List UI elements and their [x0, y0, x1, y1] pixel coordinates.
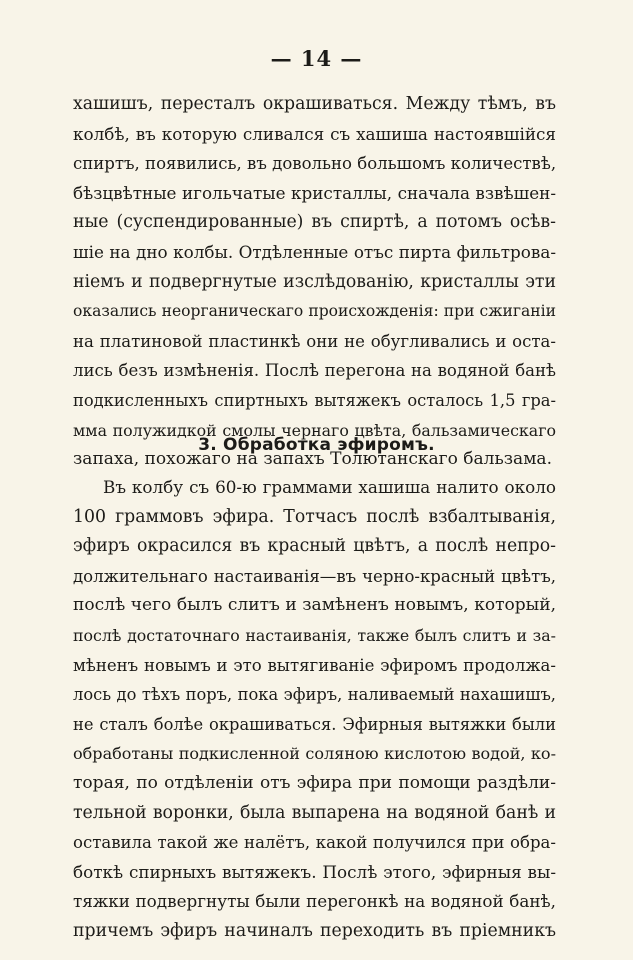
paragraph-1 — [73, 90, 556, 475]
text-line: должительнаго настаиванія—въ черно-красный цвѣтъ, — [73, 566, 556, 586]
text-line: эфиръ окрасился въ красный цвѣтъ, а послѣ непро- — [73, 536, 556, 557]
paragraph-2 — [73, 473, 556, 947]
text-line: боткѣ спирныхъ вытяжекъ. Послѣ этого, эфирныя вы- — [73, 861, 556, 882]
text-line: хашишъ, пересталъ окрашиваться. Между тѣмъ, въ — [73, 94, 556, 114]
text-line: ные (суспендированные) въ спиртѣ, а потомъ осѣв- — [73, 212, 556, 233]
text-line: ніемъ и подвергнутые изслѣдованію, кристаллы эти — [73, 271, 556, 292]
text-line: не сталъ болѣе окрашиваться. Эфирныя вытяжки были — [73, 714, 556, 734]
section-heading: 3. Обработка эфиромъ. — [198, 435, 435, 455]
text-line: обработаны подкисленной соляною кислотою водой, ко- — [73, 744, 556, 764]
page-number: — 14 — — [270, 46, 363, 71]
text-line: на платиновой пластинкѣ они не обугливались и оста- — [73, 331, 556, 351]
text-line: запаха, похожаго на запахъ Толютанскаго бальзама. — [73, 449, 553, 470]
text-line: Въ колбу съ 60-ю граммами хашиша налито около — [103, 477, 556, 497]
text-line: послѣ достаточнаго настаиванія, также былъ слитъ и за- — [73, 625, 556, 645]
text-line: бѣзцвѣтные игольчатые кристаллы, сначала взвѣшен- — [73, 182, 556, 203]
text-line: оставила такой же налётъ, какой получился при обра- — [73, 833, 556, 853]
text-line: подкисленныхъ спиртныхъ вытяжекъ осталось 1,5 гра- — [73, 390, 556, 410]
text-line: 100 граммовъ эфира. Тотчасъ послѣ взбалтыванія, — [73, 506, 556, 527]
text-line: тельной воронки, была выпарена на водяной банѣ и — [73, 802, 556, 823]
text-line: лось до тѣхъ поръ, пока эфиръ, наливаемый нахашишъ, — [73, 685, 556, 705]
text-line: послѣ чего былъ слитъ и замѣненъ новымъ, который, — [73, 595, 556, 616]
text-line: колбѣ, въ которую сливался съ хашиша настоявшійся — [73, 123, 556, 144]
text-line: тяжки подвергнуты были перегонкѣ на водяной банѣ, — [73, 891, 556, 912]
text-line: торая, по отдѣленіи отъ эфира при помощи раздѣли- — [73, 772, 556, 793]
text-line: лись безъ измѣненія. Послѣ перегона на водяной банѣ — [73, 361, 556, 381]
text-line: оказались неорганическаго происхожденія: при сжиганіи — [73, 302, 556, 321]
text-line: мма полужидкой смолы чернаго цвѣта, бальзамическаго — [73, 420, 556, 440]
text-line: шіе на дно колбы. Отдѣленные отъс пирта фильтрова- — [73, 241, 556, 262]
text-line: мѣненъ новымъ и это вытягиваніе эфиромъ продолжа- — [73, 655, 556, 675]
text-line: причемъ эфиръ начиналъ переходить въ пріемникъ — [73, 920, 556, 941]
text-line: спиртъ, появились, въ довольно большомъ количествѣ, — [73, 154, 557, 174]
